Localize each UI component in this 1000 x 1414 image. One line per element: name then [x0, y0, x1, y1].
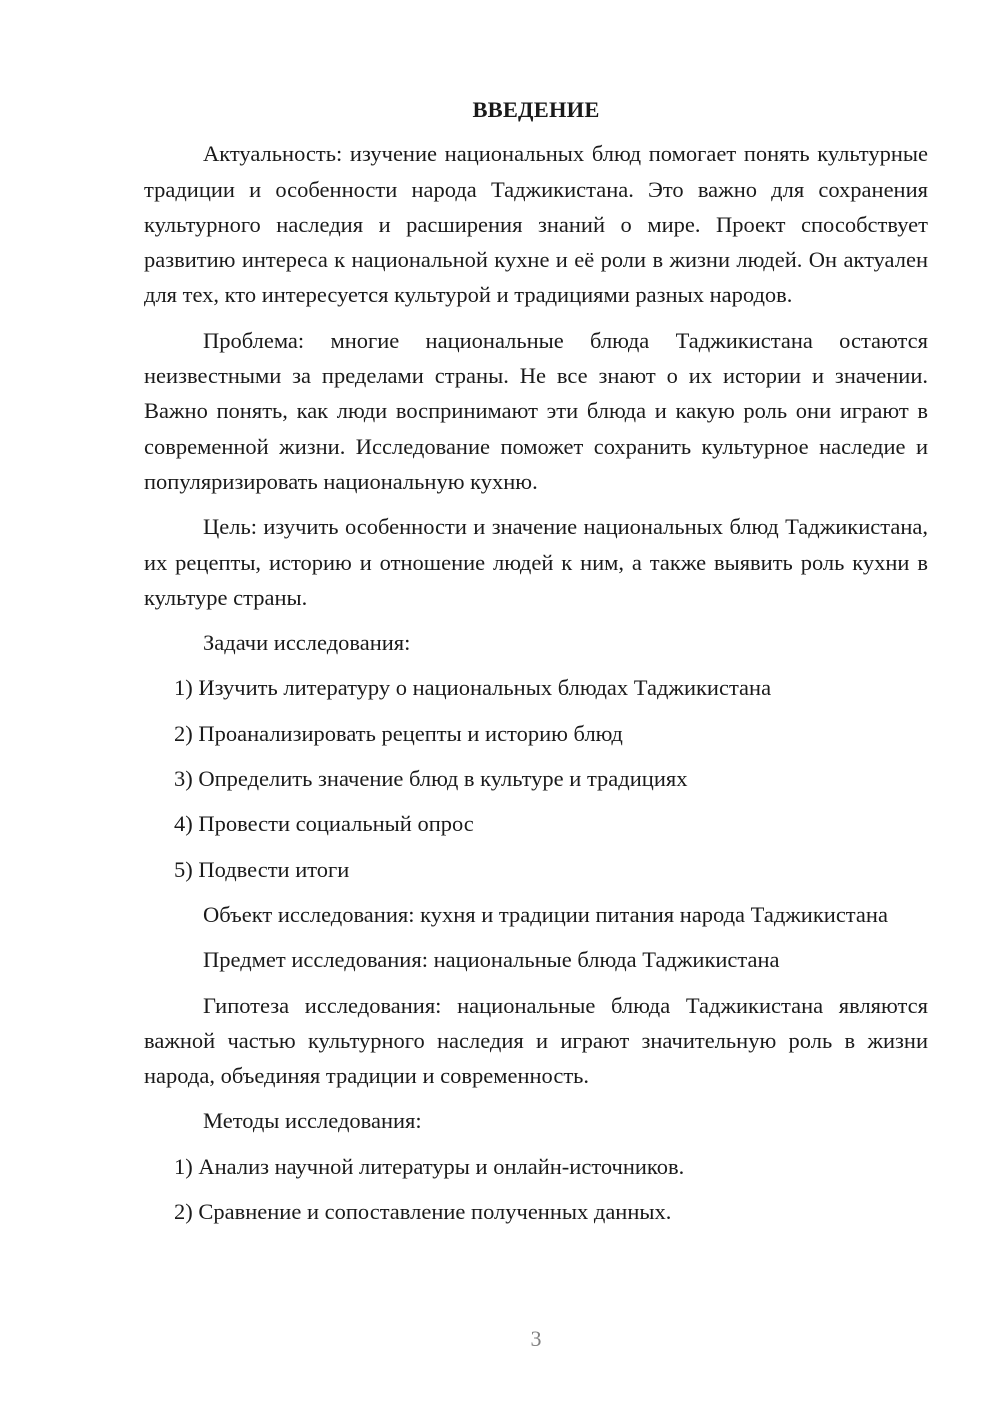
- hypothesis-paragraph: Гипотеза исследования: национальные блюда Таджикистана являются важной частью культурного наследия и играют значительную роль в жизни народа, объединяя традиции и современность.: [144, 992, 928, 1089]
- goal-paragraph: Цель: изучить особенности и значение национальных блюд Таджикистана, их рецепты, историю и отношение людей к ним, а также выявить роль кухни в культуре страны.: [144, 514, 928, 610]
- task-item: 3) Определить значение блюд в культуре и традициях: [174, 766, 688, 792]
- object-paragraph: Объект исследования: кухня и традиции питания народа Таджикистана: [203, 901, 888, 927]
- methods-heading: Методы исследования:: [203, 1108, 422, 1134]
- task-item: 4) Провести социальный опрос: [174, 811, 474, 837]
- tasks-heading: Задачи исследования:: [203, 630, 411, 656]
- task-item: 2) Проанализировать рецепты и историю блюд: [174, 720, 623, 746]
- method-item: 1) Анализ научной литературы и онлайн-источников.: [174, 1153, 685, 1179]
- method-item: 2) Сравнение и сопоставление полученных данных.: [174, 1199, 672, 1225]
- problem-paragraph: Проблема: многие национальные блюда Таджикистана остаются неизвестными за пределами страны. Не все знают о их истории и значении. Важно понять, как люди воспринимают эти блюда и какую роль они играют в современной жизни. Исследование поможет сохранить культурное наследие и популяризировать национальную кухню.: [144, 327, 928, 494]
- section-title: ВВЕДЕНИЕ: [472, 97, 600, 122]
- subject-line: Предмет исследования: национальные блюда Таджикистана: [203, 947, 780, 973]
- task-item: 5) Подвести итоги: [174, 856, 350, 882]
- page-number: 3: [530, 1326, 542, 1351]
- relevance-paragraph: Актуальность: изучение национальных блюд помогает понять культурные традиции и особенности народа Таджикистана. Это важно для сохранения культурного наследия и расширения знаний о мире. Проект способствует развитию интереса к национальной кухне и её роли в жизни людей. Он актуален для тех, кто интересуется культурой и традициями разных народов.: [144, 141, 928, 308]
- document-page: [144, 92, 928, 1239]
- task-item: 1) Изучить литературу о национальных блюдах Таджикистана: [174, 675, 772, 701]
